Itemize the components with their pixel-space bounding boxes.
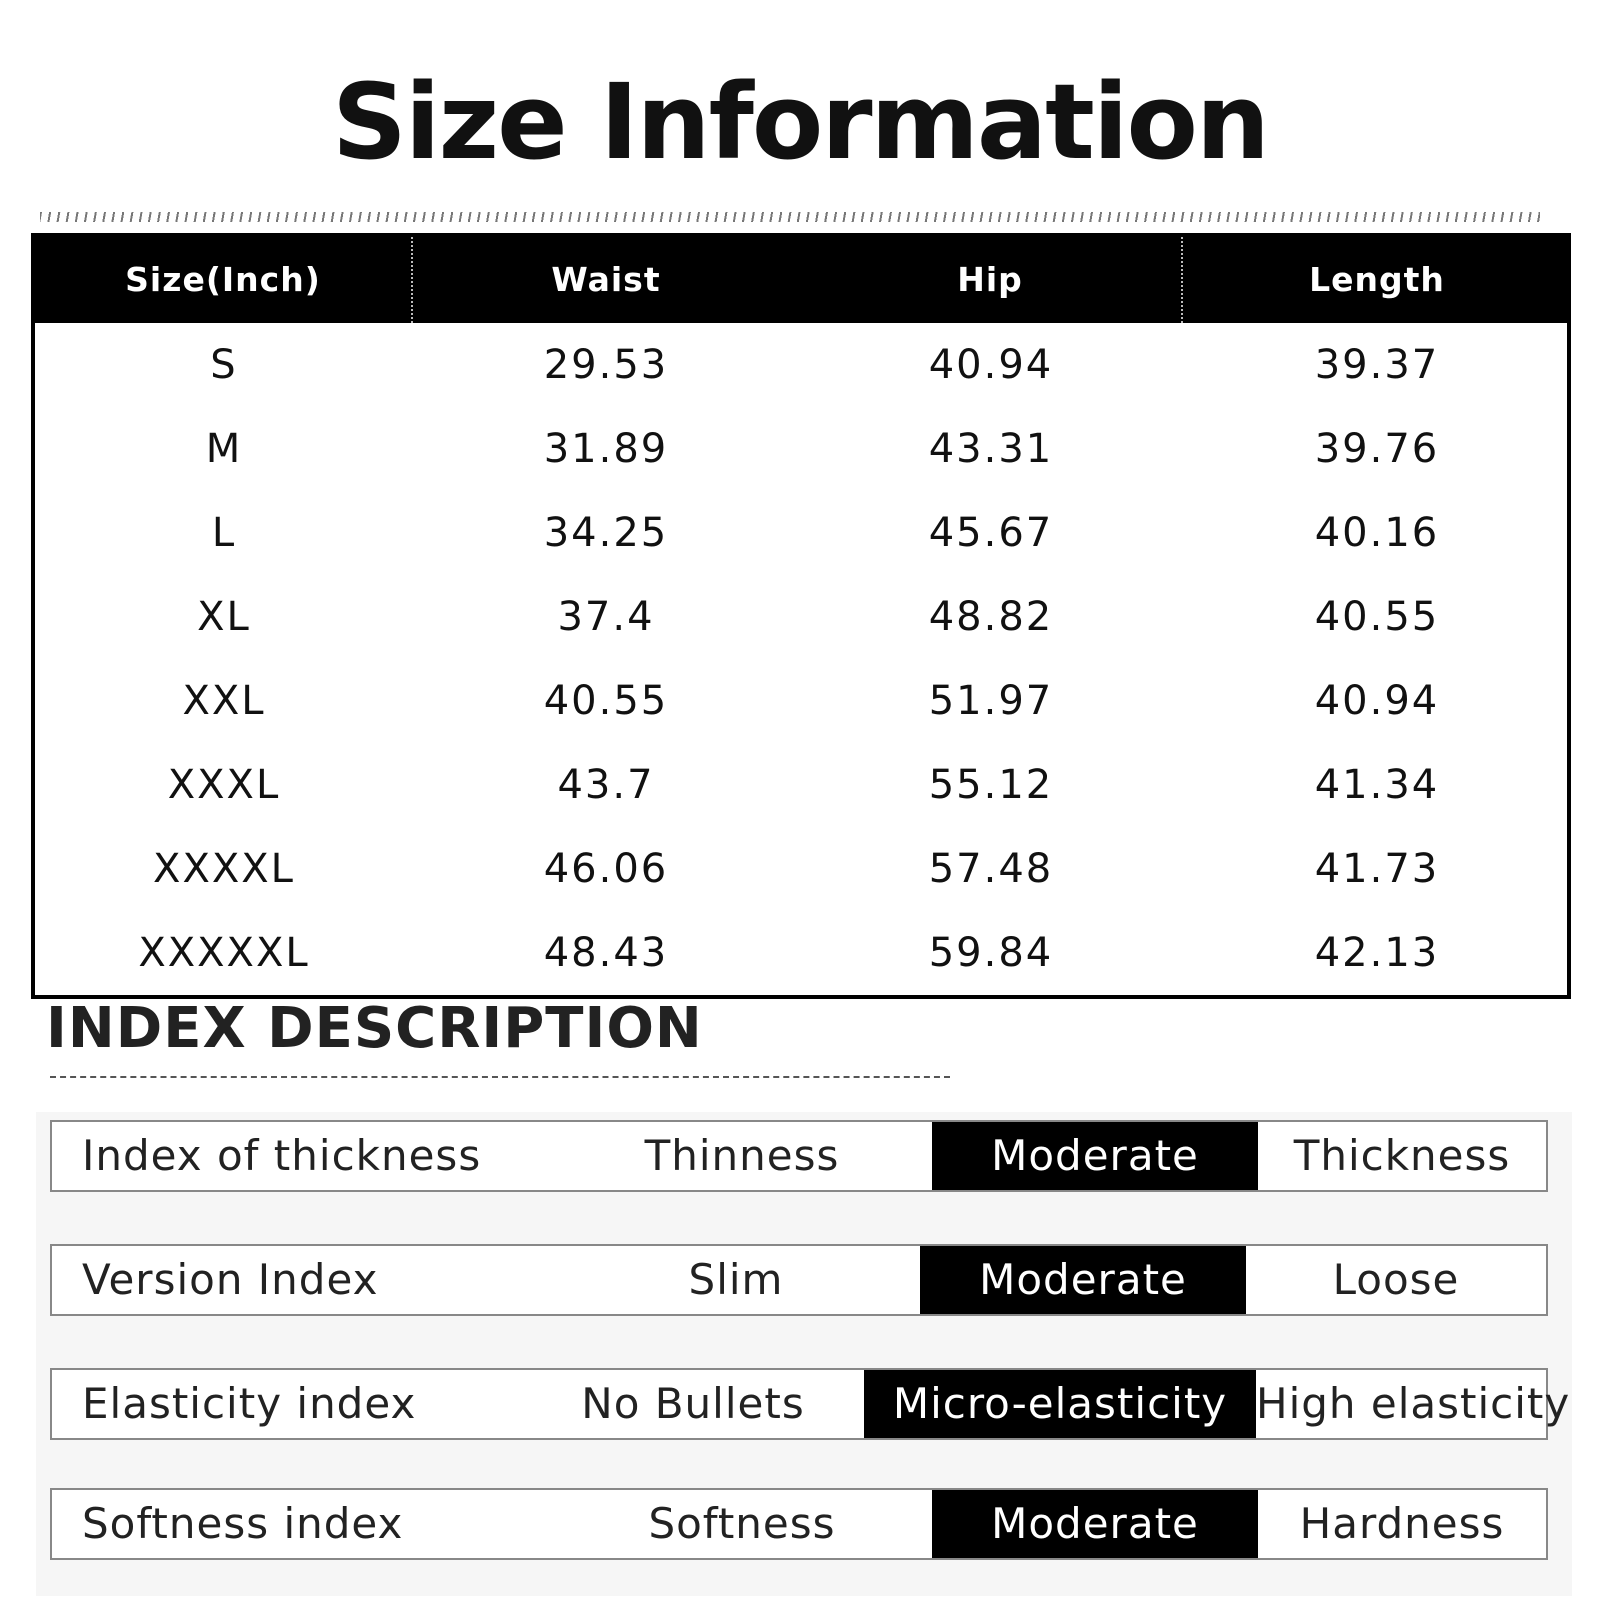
- table-row: [35, 659, 1567, 743]
- cell-waist: 37.4: [557, 594, 655, 640]
- cell-size: XXL: [182, 678, 266, 724]
- index-option-thickness: Thickness: [1293, 1131, 1511, 1180]
- cell-length: 39.37: [1314, 342, 1440, 388]
- index-label: Elasticity index: [82, 1379, 417, 1428]
- cell-size: L: [211, 510, 237, 556]
- cell-length: 39.76: [1314, 426, 1440, 472]
- index-row-version-index: [50, 1244, 1548, 1316]
- index-row-elasticity-index: [50, 1368, 1571, 1440]
- page-title: Size Information: [332, 61, 1268, 183]
- size-table: [31, 233, 1571, 999]
- cell-waist: 40.55: [543, 678, 669, 724]
- header-length: Length: [1309, 260, 1445, 299]
- hatch-divider: [40, 212, 1540, 222]
- cell-hip: 45.67: [928, 510, 1054, 556]
- cell-length: 40.55: [1314, 594, 1440, 640]
- index-option-loose: Loose: [1332, 1255, 1460, 1304]
- cell-hip: 59.84: [928, 930, 1054, 976]
- index-option-softness: Softness: [648, 1499, 836, 1548]
- index-option-micro-elasticity-selected: Micro-elasticity: [864, 1370, 1256, 1438]
- index-option-high-elasticity: High elasticity: [1256, 1379, 1571, 1428]
- index-option-moderate-selected: Moderate: [932, 1122, 1258, 1190]
- cell-waist: 46.06: [543, 846, 669, 892]
- cell-size: XL: [197, 594, 251, 640]
- cell-waist: 48.43: [543, 930, 669, 976]
- index-option-thinness: Thinness: [644, 1131, 840, 1180]
- index-option-moderate-selected: Moderate: [920, 1246, 1246, 1314]
- cell-hip: 48.82: [928, 594, 1054, 640]
- cell-hip: 57.48: [928, 846, 1054, 892]
- index-option-no-bullets: No Bullets: [581, 1379, 805, 1428]
- table-row: [35, 491, 1567, 575]
- index-label: Version Index: [82, 1255, 379, 1304]
- index-row-softness-index: [50, 1488, 1548, 1560]
- index-option-hardness: Hardness: [1299, 1499, 1505, 1548]
- cell-hip: 43.31: [928, 426, 1054, 472]
- cell-hip: 40.94: [928, 342, 1054, 388]
- cell-length: 41.34: [1314, 762, 1440, 808]
- cell-size: XXXL: [167, 762, 281, 808]
- header-size: Size(Inch): [35, 237, 413, 323]
- table-row: [35, 911, 1567, 995]
- cell-waist: 43.7: [557, 762, 655, 808]
- cell-size: XXXXL: [153, 846, 295, 892]
- cell-size: M: [205, 426, 243, 472]
- index-option-slim: Slim: [688, 1255, 784, 1304]
- dashed-divider: [50, 1076, 950, 1078]
- index-option-moderate-selected: Moderate: [932, 1490, 1258, 1558]
- cell-length: 40.16: [1314, 510, 1440, 556]
- cell-waist: 31.89: [543, 426, 669, 472]
- table-row: [35, 407, 1567, 491]
- cell-length: 40.94: [1314, 678, 1440, 724]
- index-label: Index of thickness: [82, 1131, 482, 1180]
- index-row-index-of-thickness: [50, 1120, 1548, 1192]
- cell-hip: 55.12: [928, 762, 1054, 808]
- cell-size: S: [210, 342, 238, 388]
- cell-size: XXXXXL: [138, 930, 310, 976]
- table-row: [35, 827, 1567, 911]
- header-waist: Waist: [551, 260, 661, 299]
- size-table-header: [35, 237, 1567, 323]
- index-label: Softness index: [82, 1499, 404, 1548]
- cell-length: 41.73: [1314, 846, 1440, 892]
- cell-waist: 29.53: [543, 342, 669, 388]
- cell-length: 42.13: [1314, 930, 1440, 976]
- cell-waist: 34.25: [543, 510, 669, 556]
- header-hip: Hip: [799, 237, 1183, 323]
- index-description-title: INDEX DESCRIPTION: [46, 996, 703, 1061]
- table-row: [35, 575, 1567, 659]
- table-row: [35, 743, 1567, 827]
- table-row: [35, 323, 1567, 407]
- cell-hip: 51.97: [928, 678, 1054, 724]
